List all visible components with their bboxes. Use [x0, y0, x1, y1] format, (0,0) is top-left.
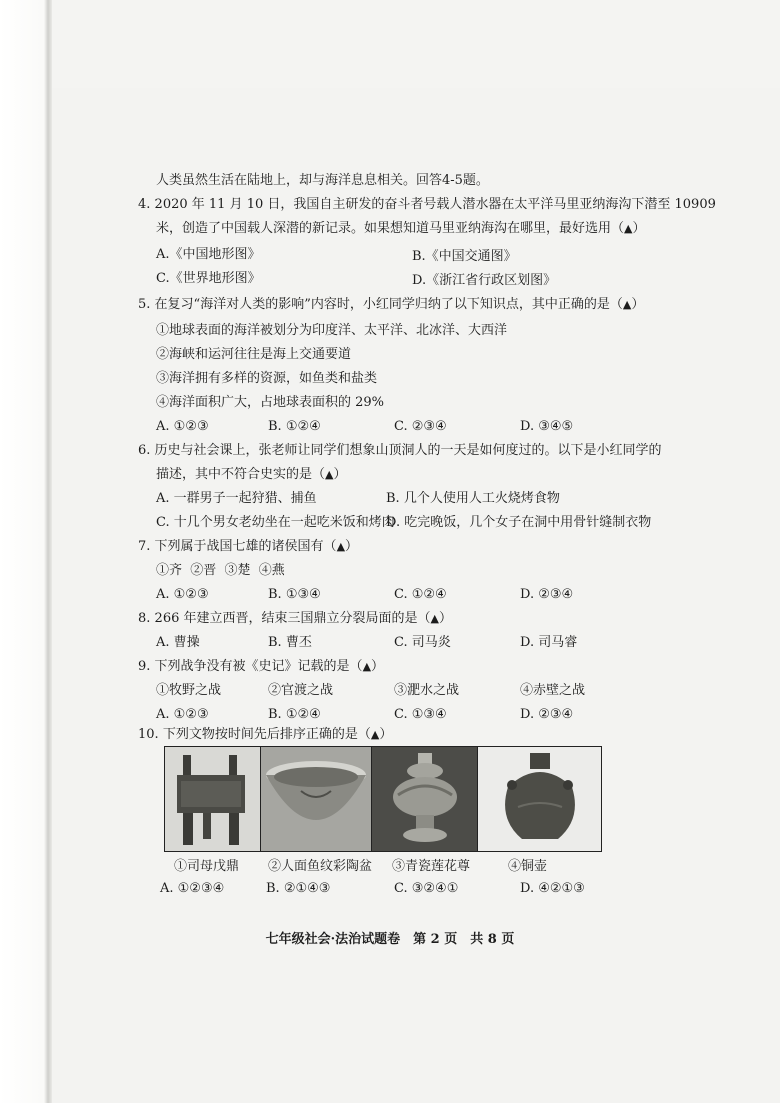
question-4-line1 — [138, 196, 716, 214]
option-a: A. ①②③④ — [160, 881, 225, 896]
question-stem: 下列文物按时间先后排序正确的是（ — [162, 727, 371, 742]
option-c: C. ①②④ — [394, 587, 447, 602]
option-d: D. ②③④ — [520, 587, 574, 602]
question-6-line2 — [156, 466, 347, 484]
question-stem: 266 年建立西晋，结束三国鼎立分裂局面的是（ — [154, 611, 431, 626]
battle-item: ③淝水之战 — [394, 683, 460, 698]
option-d: D.《浙江省行政区划图》 — [412, 273, 557, 288]
question-4-line2 — [156, 220, 646, 238]
battle-item: ②官渡之战 — [268, 683, 334, 698]
question-10-stem — [138, 726, 392, 744]
option-a: A. 一群男子一起狩猎、捕鱼 — [156, 491, 317, 506]
question-6-line1 — [138, 442, 662, 460]
option-a: A.《中国地形图》 — [156, 247, 261, 262]
paren-close: ） — [333, 467, 347, 482]
answer-blank-mark: ▲ — [622, 298, 632, 311]
question-7-stem — [138, 538, 358, 556]
artifact-caption: ①司母戊鼎 — [174, 859, 240, 874]
question-5-stem — [138, 296, 644, 314]
knowledge-point: ①地球表面的海洋被划分为印度洋、太平洋、北冰洋、大西洋 — [156, 323, 508, 338]
knowledge-point: ④海洋面积广大，占地球表面积的 29% — [156, 395, 385, 410]
question-number: 4. — [138, 197, 151, 212]
paren-close: ） — [345, 539, 359, 554]
answer-blank-mark: ▲ — [624, 222, 633, 235]
artifact-photo-strip — [164, 746, 602, 852]
option-c: C. ③②④① — [394, 881, 459, 896]
artifact-photo-celadon-vessel — [372, 747, 478, 851]
option-c: C. ①③④ — [394, 707, 447, 722]
question-number: 7. — [138, 539, 151, 554]
artifact-photo-bronze-pot — [478, 747, 601, 851]
question-8-stem — [138, 610, 452, 628]
option-c: C. ②③④ — [394, 419, 447, 434]
paren-close: ） — [379, 727, 393, 742]
option-d: D. 司马睿 — [520, 635, 578, 650]
option-a: A. ①②③ — [156, 419, 209, 434]
option-c: C.《世界地形图》 — [156, 271, 261, 286]
paren-close: ） — [632, 221, 646, 236]
question-stem: 2020 年 11 月 10 日，我国自主研发的奋斗者号载人潜水器在太平洋马里亚纳海沟下潜至 10909 — [154, 197, 716, 212]
paren-close: ） — [438, 611, 452, 626]
option-b: B. 几个人使用人工火烧烤食物 — [386, 491, 560, 506]
option-c: C. 十几个男女老幼坐在一起吃米饭和烤肉 — [156, 515, 395, 530]
option-b: B.《中国交通图》 — [412, 249, 517, 264]
question-7-items: ①齐 ②晋 ③楚 ④燕 — [156, 563, 285, 578]
question-stem: 描述，其中不符合史实的是（ — [156, 467, 326, 482]
question-number: 9. — [138, 659, 151, 674]
option-d: D. ④②①③ — [520, 881, 585, 896]
option-d: D. ③④⑤ — [520, 419, 574, 434]
answer-blank-mark: ▲ — [325, 468, 334, 481]
answer-blank-mark: ▲ — [370, 728, 380, 741]
paren-close: ） — [371, 659, 385, 674]
option-a: A. ①②③ — [156, 587, 209, 602]
knowledge-point: ②海峡和运河往往是海上交通要道 — [156, 347, 352, 362]
artifact-caption: ③青瓷莲花尊 — [392, 859, 471, 874]
question-number: 8. — [138, 611, 151, 626]
option-a: A. 曹操 — [156, 635, 200, 650]
question-stem: 历史与社会课上，张老师让同学们想象山顶洞人的一天是如何度过的。以下是小红同学的 — [154, 443, 662, 458]
paren-close: ） — [631, 297, 645, 312]
question-stem: 米，创造了中国载人深潜的新记录。如果想知道马里亚纳海沟在哪里，最好选用（ — [156, 221, 625, 236]
artifact-caption: ②人面鱼纹彩陶盆 — [268, 859, 373, 874]
option-b: B. ①②④ — [268, 707, 321, 722]
artifact-caption: ④铜壶 — [508, 859, 548, 874]
battle-item: ④赤壁之战 — [520, 683, 586, 698]
question-number: 5. — [138, 297, 151, 312]
option-a: A. ①②③ — [156, 707, 209, 722]
knowledge-point: ③海洋拥有多样的资源，如鱼类和盐类 — [156, 371, 378, 386]
question-number: 6. — [138, 443, 151, 458]
option-c: C. 司马炎 — [394, 635, 451, 650]
group-intro: 人类虽然生活在陆地上，却与海洋息息相关。回答4-5题。 — [156, 173, 489, 188]
answer-blank-mark: ▲ — [430, 612, 439, 625]
option-b: B. ①②④ — [268, 419, 321, 434]
battle-item: ①牧野之战 — [156, 683, 222, 698]
option-b: B. 曹丕 — [268, 635, 312, 650]
question-number: 10. — [138, 727, 159, 742]
question-9-stem — [138, 658, 384, 676]
option-d: D. ②③④ — [520, 707, 574, 722]
option-d: D. 吃完晚饭，几个女子在洞中用骨针缝制衣物 — [386, 515, 652, 530]
option-b: B. ②①④③ — [266, 881, 331, 896]
answer-blank-mark: ▲ — [362, 660, 372, 673]
answer-blank-mark: ▲ — [336, 540, 346, 553]
option-b: B. ①③④ — [268, 587, 321, 602]
question-stem: 在复习“海洋对人类的影响”内容时，小红同学归纳了以下知识点，其中正确的是（ — [154, 297, 623, 312]
question-stem: 下列战争没有被《史记》记载的是（ — [154, 659, 363, 674]
question-stem: 下列属于战国七雄的诸侯国有（ — [154, 539, 337, 554]
artifact-photo-ding — [165, 747, 261, 851]
artifact-photo-pottery-basin — [261, 747, 371, 851]
page-footer: 七年级社会·法治试题卷 第 2 页 共 8 页 — [265, 932, 515, 947]
